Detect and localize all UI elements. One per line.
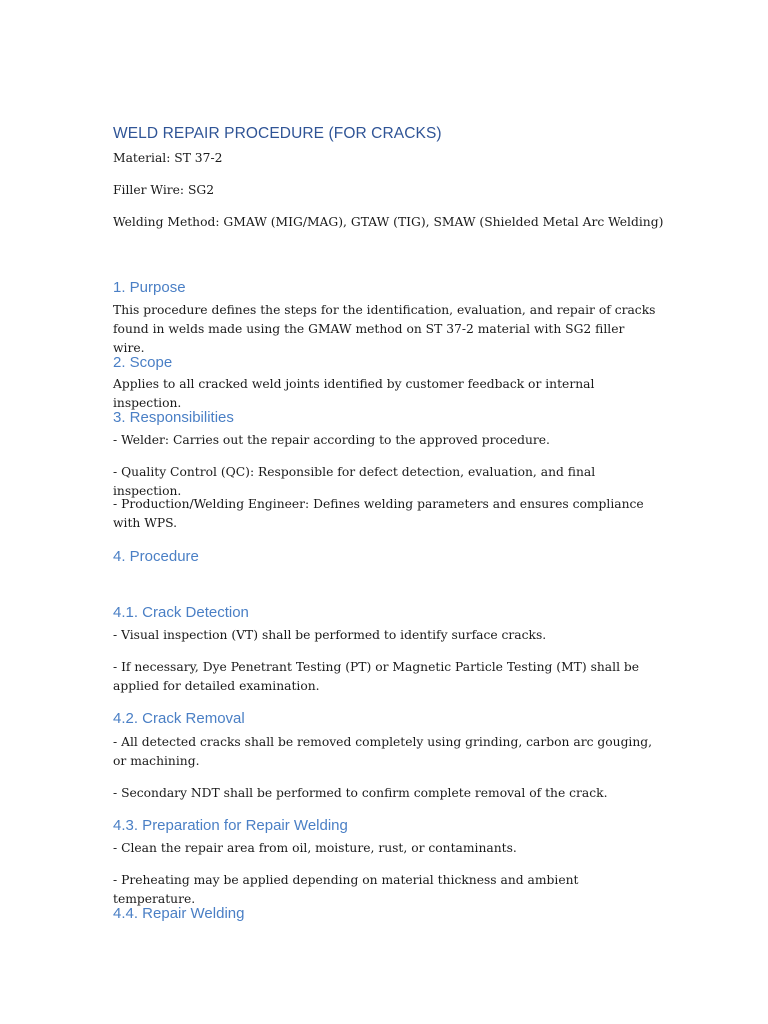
responsibilities-heading: 3. Responsibilities xyxy=(113,409,234,426)
repair-welding-heading: 4.4. Repair Welding xyxy=(113,905,245,922)
crack-removal-item: - Secondary NDT shall be performed to confirm complete removal of the crack. xyxy=(113,786,608,800)
preparation-item: - Clean the repair area from oil, moisture, rust, or contaminants. xyxy=(113,841,517,855)
preparation-item: - Preheating may be applied depending on material thickness and ambient temperature. xyxy=(113,873,579,906)
purpose-heading: 1. Purpose xyxy=(113,279,186,296)
crack-removal-item: - All detected cracks shall be removed completely using grinding, carbon arc gouging, or machining. xyxy=(113,735,653,768)
responsibility-item: - Quality Control (QC): Responsible for defect detection, evaluation, and final inspection. xyxy=(113,465,596,498)
crack-detection-heading: 4.1. Crack Detection xyxy=(113,604,249,621)
document-title: WELD REPAIR PROCEDURE (FOR CRACKS) xyxy=(113,125,442,142)
welding-method-line: Welding Method: GMAW (MIG/MAG), GTAW (TIG), SMAW (Shielded Metal Arc Welding) xyxy=(113,215,664,229)
crack-removal-heading: 4.2. Crack Removal xyxy=(113,710,245,727)
scope-heading: 2. Scope xyxy=(113,354,173,371)
purpose-text: This procedure defines the steps for the identification, evaluation, and repair of cracks found in welds made using the GMAW method on ST 37-2 material with SG2 filler wire. xyxy=(113,303,656,355)
scope-text: Applies to all cracked weld joints identified by customer feedback or internal inspection. xyxy=(113,377,595,410)
preparation-heading: 4.3. Preparation for Repair Welding xyxy=(113,817,348,834)
responsibility-item: - Welder: Carries out the repair according to the approved procedure. xyxy=(113,433,550,447)
procedure-heading: 4. Procedure xyxy=(113,548,199,565)
crack-detection-item: - Visual inspection (VT) shall be performed to identify surface cracks. xyxy=(113,628,547,642)
crack-detection-item: - If necessary, Dye Penetrant Testing (PT) or Magnetic Particle Testing (MT) shall be applied for detailed examination. xyxy=(113,660,640,693)
filler-wire-line: Filler Wire: SG2 xyxy=(113,183,215,197)
responsibility-item: - Production/Welding Engineer: Defines welding parameters and ensures compliance with WPS. xyxy=(113,497,644,530)
material-line: Material: ST 37-2 xyxy=(113,151,223,165)
